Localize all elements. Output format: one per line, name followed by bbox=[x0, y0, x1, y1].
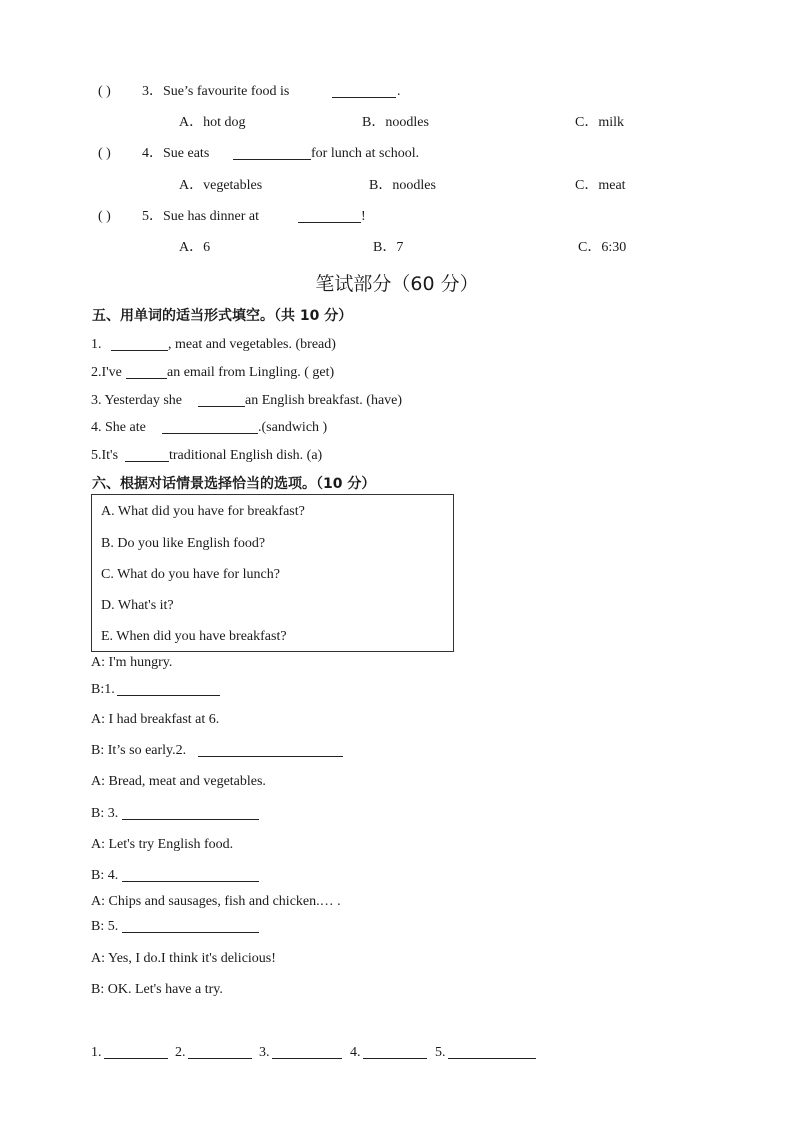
option-a[interactable]: A．6 bbox=[179, 240, 211, 255]
question-stem: 4．Sue eats bbox=[142, 146, 210, 161]
dialogue-line: A: I'm hungry. bbox=[91, 655, 173, 670]
item-prefix: 1. bbox=[91, 337, 102, 352]
dialogue-blank-3[interactable] bbox=[122, 805, 259, 826]
option-b: B. Do you like English food? bbox=[101, 536, 266, 551]
answer-blank-2[interactable] bbox=[188, 1044, 252, 1065]
question-stem: 5．Sue has dinner at bbox=[142, 209, 260, 224]
dialogue-line: B: It’s so early.2. bbox=[91, 743, 187, 758]
option-b[interactable]: B．noodles bbox=[362, 115, 429, 130]
fill-blank[interactable] bbox=[126, 364, 167, 385]
dialogue-blank-5[interactable] bbox=[122, 918, 259, 939]
answer-blank[interactable] bbox=[298, 208, 361, 229]
dialogue-line: B: 4. bbox=[91, 868, 119, 883]
item-suffix: , meat and vegetables. (bread) bbox=[168, 337, 336, 352]
answer-label: 5. bbox=[435, 1045, 446, 1060]
answer-blank-1[interactable] bbox=[104, 1044, 168, 1065]
item-prefix: 3. Yesterday she bbox=[91, 393, 182, 408]
answer-blank[interactable] bbox=[233, 145, 311, 166]
answer-label: 3. bbox=[259, 1045, 270, 1060]
section6-heading: 六、根据对话情景选择恰当的选项。（10 分） bbox=[92, 476, 376, 492]
answer-label: 4. bbox=[350, 1045, 361, 1060]
dialogue-line: B:1. bbox=[91, 682, 115, 697]
dialogue-line: B: 3. bbox=[91, 806, 119, 821]
section5-heading: 五、用单词的适当形式填空。（共 10 分） bbox=[92, 308, 353, 324]
answer-blank-4[interactable] bbox=[363, 1044, 427, 1065]
question-stem: 3．Sue’s favourite food is bbox=[142, 84, 290, 99]
item-suffix: .(sandwich ) bbox=[258, 420, 328, 435]
item-suffix: traditional English dish. (a) bbox=[169, 448, 323, 463]
dialogue-line: A: Let's try English food. bbox=[91, 837, 234, 852]
section-title: 笔试部分（60 分） bbox=[315, 273, 479, 295]
answer-label: 1. bbox=[91, 1045, 102, 1060]
item-prefix: 2.I've bbox=[91, 365, 122, 380]
question-end: . bbox=[397, 84, 401, 99]
fill-blank[interactable] bbox=[111, 336, 168, 357]
dialogue-blank-4[interactable] bbox=[122, 867, 259, 888]
dialogue-line: A: Chips and sausages, fish and chicken.… . bbox=[91, 894, 341, 909]
dialogue-line: A: I had breakfast at 6. bbox=[91, 712, 220, 727]
fill-blank[interactable] bbox=[125, 447, 169, 468]
item-suffix: an email from Lingling. ( get) bbox=[167, 365, 335, 380]
fill-blank[interactable] bbox=[198, 392, 245, 413]
answer-blank[interactable] bbox=[332, 83, 396, 104]
answer-paren[interactable]: ( ) bbox=[98, 209, 111, 224]
option-c: C. What do you have for lunch? bbox=[101, 567, 280, 582]
options-box bbox=[91, 494, 454, 652]
question-end: ! bbox=[361, 209, 366, 224]
dialogue-line: B: OK. Let's have a try. bbox=[91, 982, 223, 997]
option-a[interactable]: A．hot dog bbox=[179, 115, 246, 130]
answer-paren[interactable]: ( ) bbox=[98, 146, 111, 161]
answer-blank-5[interactable] bbox=[448, 1044, 536, 1065]
dialogue-line: B: 5. bbox=[91, 919, 119, 934]
dialogue-blank-2[interactable] bbox=[198, 742, 343, 763]
dialogue-blank-1[interactable] bbox=[117, 681, 220, 702]
option-d: D. What's it? bbox=[101, 598, 174, 613]
option-e: E. When did you have breakfast? bbox=[101, 629, 287, 644]
item-suffix: an English breakfast. (have) bbox=[245, 393, 403, 408]
fill-blank[interactable] bbox=[162, 419, 258, 440]
option-c[interactable]: C．6:30 bbox=[578, 240, 627, 255]
option-b[interactable]: B．7 bbox=[373, 240, 404, 255]
option-c[interactable]: C．meat bbox=[575, 178, 626, 193]
option-c[interactable]: C．milk bbox=[575, 115, 625, 130]
answer-paren[interactable]: ( ) bbox=[98, 84, 111, 99]
question-end: for lunch at school. bbox=[311, 146, 420, 161]
dialogue-line: A: Yes, I do.I think it's delicious! bbox=[91, 951, 276, 966]
item-prefix: 5.It's bbox=[91, 448, 119, 463]
option-a: A. What did you have for breakfast? bbox=[101, 504, 305, 519]
answer-label: 2. bbox=[175, 1045, 186, 1060]
option-a[interactable]: A．vegetables bbox=[179, 178, 263, 193]
option-b[interactable]: B．noodles bbox=[369, 178, 436, 193]
dialogue-line: A: Bread, meat and vegetables. bbox=[91, 774, 266, 789]
item-prefix: 4. She ate bbox=[91, 420, 146, 435]
answer-blank-3[interactable] bbox=[272, 1044, 342, 1065]
